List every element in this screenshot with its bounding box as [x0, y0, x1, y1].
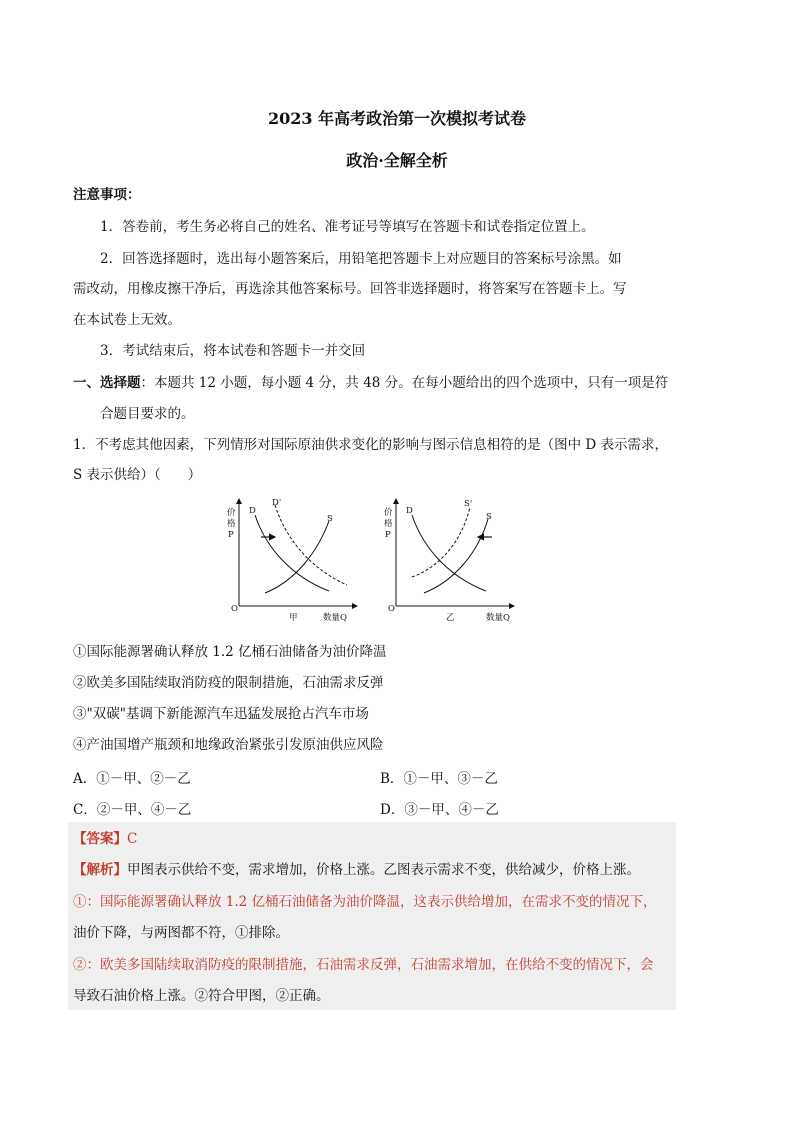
answer-label: 【答案】 — [73, 831, 127, 847]
curve-label-s: S — [327, 514, 333, 524]
y-label-3: P — [228, 530, 234, 540]
statement-2: ②欧美多国陆续取消防疫的限制措施，石油需求反弹 — [73, 675, 384, 691]
notice-item-3: 3．考试结束后，将本试卷和答题卡一并交回 — [100, 343, 366, 359]
answer-value: C — [127, 831, 138, 847]
y-label-2: 格 — [227, 519, 236, 529]
notice-heading: 注意事项： — [73, 187, 141, 203]
notice-item-2-line-1: 2．回答选择题时，选出每小题答案后，用铅笔把答题卡上对应题目的答案标号涂黑。如 — [100, 251, 622, 267]
analysis-label: 【解析】 — [73, 862, 127, 878]
option-b: B．①－甲、③－乙 — [380, 771, 498, 787]
section-heading — [73, 374, 668, 392]
page-title: 2023 年高考政治第一次模拟考试卷 — [267, 109, 527, 128]
section-label: 一、选择题 — [73, 375, 141, 391]
curve-label-d-prime: D' — [272, 498, 282, 508]
demand-curve-d-prime — [275, 505, 347, 585]
supply-curve-s — [265, 521, 329, 593]
y-label-1: 价 — [227, 508, 236, 518]
curve-label-s-prime: S' — [464, 499, 473, 509]
demand-curve-d — [412, 515, 486, 591]
curve-label-d: D — [249, 506, 256, 516]
answer-panel — [68, 822, 676, 1010]
analysis-line — [73, 861, 640, 879]
statement-1: ①国际能源署确认释放 1.2 亿桶石油储备为油价降温 — [73, 644, 387, 660]
question-1-stem-line-1: 1．不考虑其他因素，下列情形对国际原油供求变化的影响与图示信息相符的是（图中 D 表示需求， — [73, 437, 668, 453]
reason-2-line-1: ②：欧美多国陆续取消防疫的限制措施，石油需求反弹，石油需求增加，在供给不变的情况下，会 — [73, 957, 654, 973]
reason-2-line-2: 导致石油价格上涨。②符合甲图，②正确。 — [73, 988, 330, 1004]
notice-item-1: 1．答卷前，考生务必将自己的姓名、准考证号等填写在答题卡和试卷指定位置上。 — [100, 219, 595, 235]
reason-1-line-1: ①：国际能源署确认释放 1.2 亿桶石油储备为油价降温，这表示供给增加，在需求不变的情况下， — [73, 894, 657, 910]
x-label: 数量Q — [323, 613, 347, 623]
supply-curve-s — [424, 519, 488, 593]
graph-caption-jia: 甲 — [289, 613, 298, 623]
y-label-3: P — [385, 530, 391, 540]
y-label-1: 价 — [384, 508, 393, 518]
y-label-2: 格 — [384, 519, 393, 529]
reason-1-line-2: 油价下降，与两图都不符，①排除。 — [73, 925, 289, 941]
page-subtitle: 政治·全解全析 — [346, 151, 448, 170]
section-text: ：本题共 12 小题，每小题 4 分，共 48 分。在每小题给出的四个选项中，只有一项是符 — [140, 375, 669, 391]
curve-label-d: D — [406, 506, 413, 516]
question-1-stem-line-2: S 表示供给）（ ） — [73, 467, 202, 483]
notice-item-2-line-3: 在本试卷上无效。 — [73, 312, 181, 328]
origin-label: O — [231, 604, 238, 614]
notice-item-2-line-2: 需改动，用橡皮擦干净后，再选涂其他答案标号。回答非选择题时，将答案写在答题卡上。写 — [73, 281, 627, 297]
analysis-text: 甲图表示供给不变，需求增加，价格上涨。乙图表示需求不变，供给减少，价格上涨。 — [127, 862, 640, 878]
answer-line — [73, 830, 137, 848]
graph-yi — [382, 493, 522, 628]
option-d: D．③－甲、④－乙 — [380, 802, 499, 818]
section-text-line-2: 合题目要求的。 — [100, 406, 195, 422]
graph-caption-yi: 乙 — [446, 613, 455, 623]
option-c: C．②－甲、④－乙 — [73, 802, 192, 818]
x-label: 数量Q — [486, 613, 510, 623]
origin-label: O — [388, 604, 395, 614]
option-a: A．①－甲、②－乙 — [73, 771, 191, 787]
graph-jia — [225, 493, 365, 628]
demand-curve-d — [255, 515, 329, 591]
statement-4: ④产油国增产瓶颈和地缘政治紧张引发原油供应风险 — [73, 737, 384, 753]
curve-label-s: S — [486, 512, 492, 522]
statement-3: ③"双碳"基调下新能源汽车迅猛发展抢占汽车市场 — [73, 706, 369, 722]
